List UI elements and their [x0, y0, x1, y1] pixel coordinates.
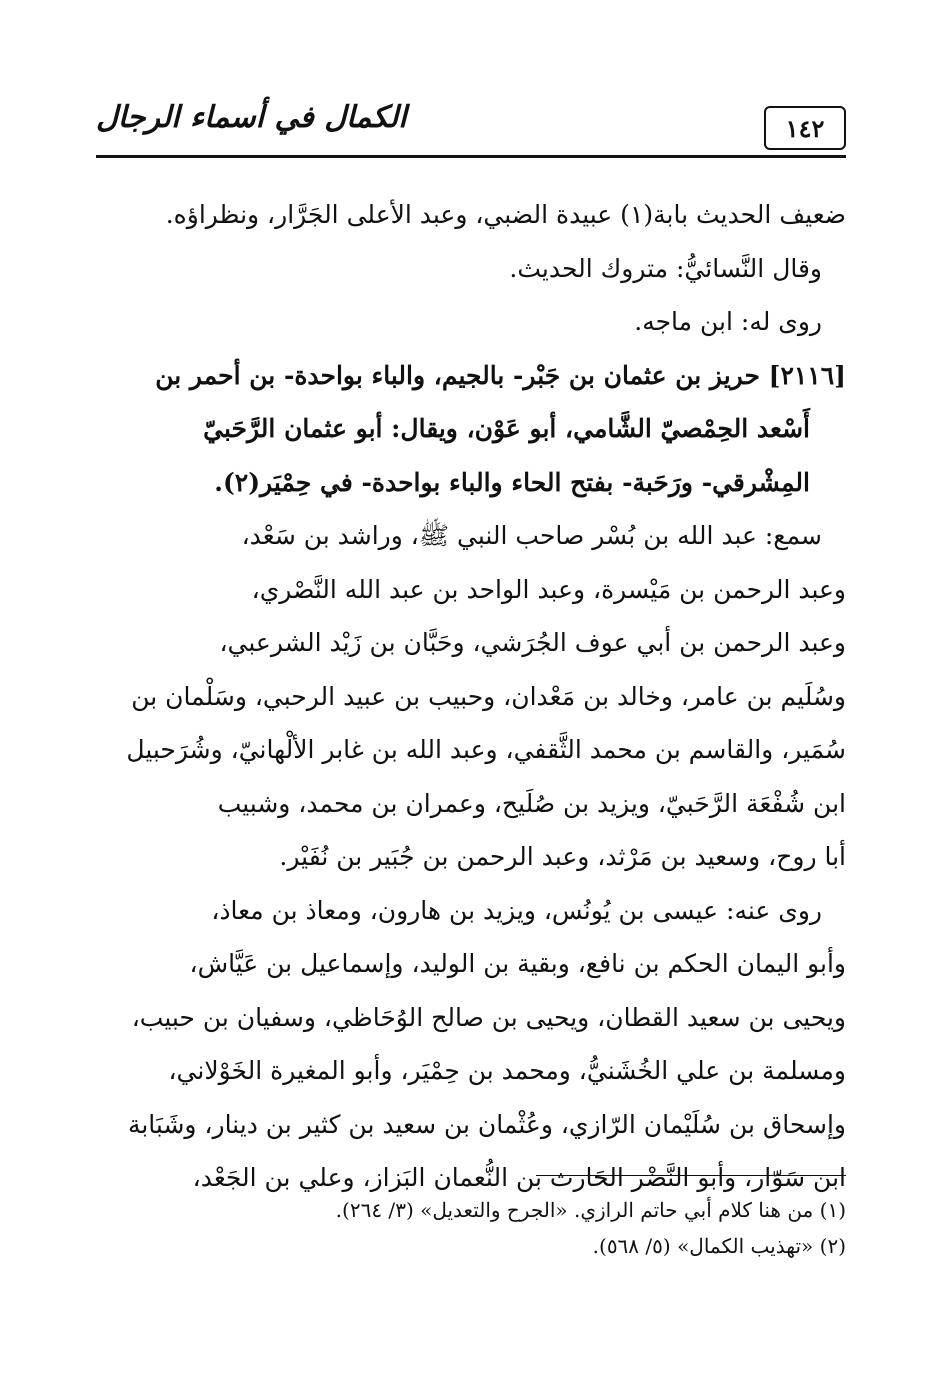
- book-title: الكمال في أسماء الرجال: [96, 100, 407, 135]
- page-header: [96, 96, 846, 158]
- footnote-divider: [536, 1175, 846, 1176]
- text-line: ومسلمة بن علي الخُشَنيُّ، ومحمد بن حِمْيَر، وأبو المغيرة الخَوْلاني،: [168, 1056, 846, 1085]
- text-line: أبا روح، وسعيد بن مَرْثد، وعبد الرحمن بن جُبَير بن نُفَيْر.: [279, 842, 846, 871]
- text-line: وعبد الرحمن بن مَيْسرة، وعبد الواحد بن عبد الله النَّصْري،: [251, 574, 846, 604]
- text-line: وأبو اليمان الحكم بن نافع، وبقية بن الوليد، وإسماعيل بن عَيَّاش،: [189, 949, 846, 978]
- text-line: ويحيى بن سعيد القطان، ويحيى بن صالح الوُحَاظي، وسفيان بن حبيب،: [131, 1002, 846, 1032]
- text-line: ضعيف الحديث بابة(١) عبيدة الضبي، وعبد الأعلى الجَرَّار، ونظراؤه.: [165, 200, 846, 229]
- text-line: وإسحاق بن سُلَيْمان الرّازي، وعُثْمان بن سعيد بن كثير بن دينار، وشَبَابة: [127, 1109, 846, 1139]
- text-line: سمع: عبد الله بن بُسْر صاحب النبي ﷺ، وراشد بن سَعْد،: [241, 521, 822, 550]
- entry-heading-cont: المِشْرقي- ورَحَبة- بفتح الحاء والباء بواحدة- في حِمْيَر(٢).: [214, 467, 810, 497]
- page-number: ١٤٢: [764, 106, 846, 150]
- footnotes: [102, 1192, 846, 1264]
- text-line: ابن سَوّار، وأبو النَّضْر الحَارث بن النُّعمان البَزاز، وعلي بن الجَعْد،: [192, 1163, 846, 1192]
- footnote: (٢) «تهذيب الكمال» (٥/ ٥٦٨).: [592, 1234, 846, 1258]
- text-line: وسُلَيم بن عامر، وخالد بن مَعْدان، وحبيب بن عبيد الرحبي، وسَلْمان بن: [131, 681, 846, 711]
- entry-heading-cont: أَسْعد الحِمْصيّ الشَّامي، أبو عَوْن، ويقال: أبو عثمان الرَّحَبيّ: [203, 414, 810, 443]
- footnote: (١) من هنا كلام أبي حاتم الرازي. «الجرح والتعديل» (٣/ ٢٦٤).: [335, 1198, 846, 1222]
- text-line: روى له: ابن ماجه.: [634, 307, 822, 336]
- text-line: روى عنه: عيسى بن يُونُس، ويزيد بن هارون، ومعاذ بن معاذ،: [211, 895, 822, 925]
- entry-heading: [٢١١٦] حريز بن عثمان بن جَبْر- بالجيم، والباء بواحدة- بن أحمر بن: [155, 360, 846, 390]
- header-rule: [96, 155, 846, 158]
- main-text: [102, 188, 846, 1205]
- text-line: وقال النَّسائيُّ: متروك الحديث.: [509, 253, 822, 283]
- text-line: سُمَير، والقاسم بن محمد الثَّقفي، وعبد الله بن غابر الألْهانيّ، وشُرَحبيل: [126, 735, 846, 764]
- text-line: وعبد الرحمن بن أبي عوف الجُرَشي، وحَبَّان بن زَيْد الشرعبي،: [219, 628, 846, 657]
- text-line: ابن شُفْعَة الرَّحَبيّ، ويزيد بن صُلَيح، وعمران بن محمد، وشبيب: [217, 788, 846, 818]
